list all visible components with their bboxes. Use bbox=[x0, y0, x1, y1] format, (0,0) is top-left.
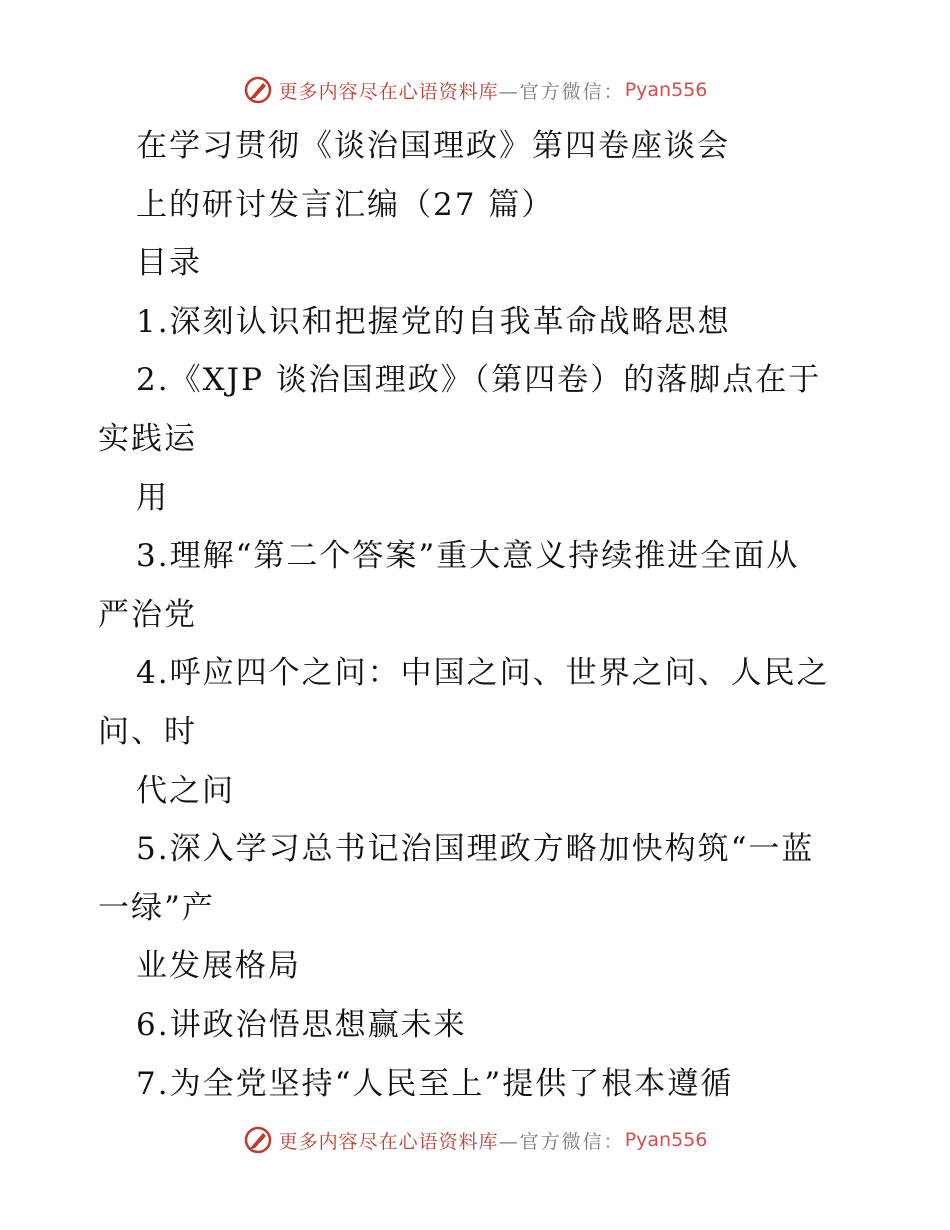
document-line: 业发展格局 bbox=[136, 948, 301, 985]
document-body bbox=[98, 117, 858, 1113]
document-line: 5.深入学习总书记治国理政方略加快构筑“一蓝 bbox=[136, 831, 815, 868]
document-line: 上的研讨发言汇编（27 篇） bbox=[136, 186, 555, 223]
document-line: 实践运 bbox=[98, 420, 197, 457]
pen-logo-icon bbox=[243, 1125, 273, 1155]
document-line: 一绿”产 bbox=[98, 889, 215, 926]
watermark-wechat-label: —官方微信： bbox=[498, 1130, 625, 1153]
document-line: 1.深刻认识和把握党的自我革命战略思想 bbox=[136, 303, 731, 340]
watermark-wechat-id: Pyan556 bbox=[624, 79, 708, 101]
document-line: 目录 bbox=[136, 245, 202, 282]
document-line: 用 bbox=[136, 479, 169, 516]
document-line: 4.呼应四个之问：中国之问、世界之问、人民之 bbox=[136, 655, 830, 692]
watermark-wechat-id: Pyan556 bbox=[624, 1129, 708, 1151]
document-line: 严治党 bbox=[98, 596, 197, 633]
document-line: 问、时 bbox=[98, 713, 197, 750]
pen-logo-icon bbox=[243, 75, 273, 105]
document-line: 代之问 bbox=[136, 772, 235, 809]
document-line: 6.讲政治悟思想赢未来 bbox=[136, 1006, 467, 1043]
document-line: 3.理解“第二个答案”重大意义持续推进全面从 bbox=[136, 538, 800, 575]
document-line: 在学习贯彻《谈治国理政》第四卷座谈会 bbox=[136, 128, 730, 164]
document-line: 2.《XJP 谈治国理政》（第四卷）的落脚点在于 bbox=[136, 362, 822, 399]
document-line: 7.为全党坚持“人民至上”提供了根本遵循 bbox=[136, 1065, 734, 1102]
watermark-brand: 更多内容尽在心语资料库 bbox=[278, 1130, 499, 1153]
header-watermark bbox=[0, 70, 950, 110]
watermark-wechat-label: —官方微信： bbox=[498, 80, 625, 103]
footer-watermark bbox=[0, 1120, 950, 1160]
watermark-brand: 更多内容尽在心语资料库 bbox=[278, 80, 499, 103]
